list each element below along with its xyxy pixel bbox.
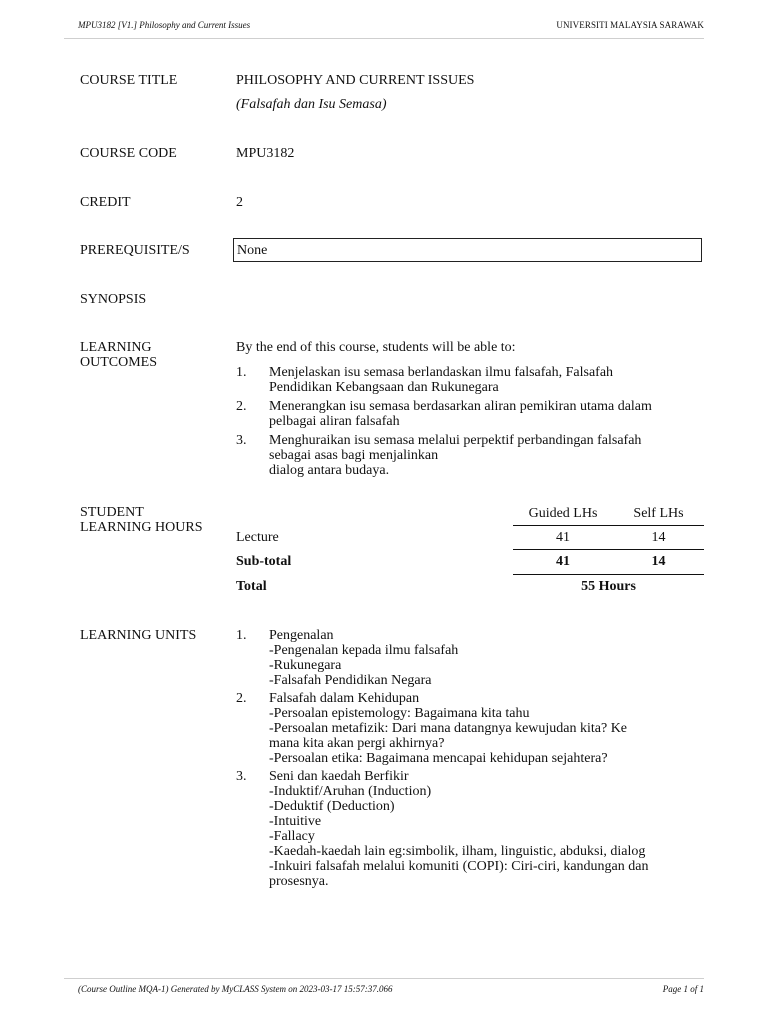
- list-item-number: 1.: [236, 628, 247, 643]
- student-learning-hours-label-line2: LEARNING HOURS: [80, 520, 203, 535]
- page-header-university: UNIVERSITI MALAYSIA SARAWAK: [556, 20, 704, 30]
- learning-outcomes-intro: By the end of this course, students will be able to:: [236, 340, 516, 355]
- list-item-line: -Kaedah-kaedah lain eg:simbolik, ilham, linguistic, abduksi, dialog: [269, 844, 646, 859]
- total-label: Total: [236, 579, 267, 594]
- student-learning-hours-label-line1: STUDENT: [80, 505, 144, 520]
- table-divider: [513, 574, 704, 575]
- course-title-value: PHILOSOPHY AND CURRENT ISSUES: [236, 73, 475, 88]
- column-header-self: Self LHs: [633, 506, 684, 521]
- list-item: [236, 399, 706, 429]
- credit-value: 2: [236, 195, 243, 210]
- column-header-guided: Guided LHs: [528, 506, 598, 521]
- learning-units-list: [236, 628, 706, 889]
- footer-divider: [64, 978, 704, 979]
- list-item-line: dialog antara budaya.: [269, 463, 390, 478]
- list-item-line: Menjelaskan isu semasa berlandaskan ilmu falsafah, Falsafah: [269, 365, 614, 380]
- course-title-subtitle: (Falsafah dan Isu Semasa): [236, 97, 387, 112]
- list-item-line: -Fallacy: [269, 829, 315, 844]
- learning-units-label: LEARNING UNITS: [80, 628, 197, 643]
- list-item-number: 1.: [236, 365, 247, 380]
- list-item-number: 3.: [236, 433, 247, 448]
- lecture-label: Lecture: [236, 530, 279, 545]
- list-item-line: Pendidikan Kebangsaan dan Rukunegara: [269, 380, 499, 395]
- list-item-line: Menghuraikan isu semasa melalui perpektif perbandingan falsafah: [269, 433, 642, 448]
- list-item-line: -Deduktif (Deduction): [269, 799, 395, 814]
- list-item: [236, 628, 706, 688]
- learning-outcomes-list: [236, 365, 706, 478]
- prerequisite-label: PREREQUISITE/S: [80, 243, 190, 258]
- list-item-line: Menerangkan isu semasa berdasarkan aliran pemikiran utama dalam: [269, 399, 652, 414]
- list-item-number: 2.: [236, 399, 247, 414]
- list-item-line: -Induktif/Aruhan (Induction): [269, 784, 432, 799]
- subtotal-label: Sub-total: [236, 554, 292, 569]
- subtotal-self-value: 14: [651, 554, 666, 569]
- table-divider: [513, 525, 704, 526]
- list-item-line: prosesnya.: [269, 874, 329, 889]
- list-item: [236, 365, 706, 395]
- list-item: [236, 769, 706, 889]
- subtotal-guided-value: 41: [556, 554, 570, 569]
- table-row: [236, 579, 704, 599]
- list-item-line: -Persoalan etika: Bagaimana mencapai kehidupan sejahtera?: [269, 751, 608, 766]
- list-item-line: -Inkuiri falsafah melalui komuniti (COPI): Ciri-ciri, kandungan dan: [269, 859, 649, 874]
- table-header-row: [236, 506, 704, 526]
- table-divider: [513, 549, 704, 550]
- list-item: [236, 433, 706, 478]
- table-row: [236, 530, 704, 550]
- lecture-self-value: 14: [651, 530, 666, 545]
- list-item-line: sebagai asas bagi menjalinkan: [269, 448, 439, 463]
- list-item-line: -Rukunegara: [269, 658, 342, 673]
- list-item-line: -Intuitive: [269, 814, 322, 829]
- list-item-line: -Pengenalan kepada ilmu falsafah: [269, 643, 459, 658]
- list-item-line: Seni dan kaedah Berfikir: [269, 769, 409, 784]
- list-item: [236, 691, 706, 766]
- list-item-line: pelbagai aliran falsafah: [269, 414, 400, 429]
- learning-outcomes-label-line1: LEARNING: [80, 340, 152, 355]
- list-item-line: Pengenalan: [269, 628, 334, 643]
- list-item-number: 3.: [236, 769, 247, 784]
- course-code-label: COURSE CODE: [80, 146, 177, 161]
- page-header-course: MPU3182 [V1.] Philosophy and Current Issues: [78, 20, 251, 30]
- table-row: [236, 554, 704, 574]
- course-code-value: MPU3182: [236, 146, 295, 161]
- list-item-line: mana kita akan pergi akhirnya?: [269, 736, 445, 751]
- prerequisite-box: [233, 238, 702, 262]
- page-number: Page 1 of 1: [662, 984, 704, 994]
- course-title-label: COURSE TITLE: [80, 73, 178, 88]
- list-item-line: Falsafah dalam Kehidupan: [269, 691, 420, 706]
- credit-label: CREDIT: [80, 195, 131, 210]
- prerequisite-value: None: [237, 243, 268, 258]
- lecture-guided-value: 41: [556, 530, 570, 545]
- footer-generated-info: (Course Outline MQA-1) Generated by MyCLASS System on 2023-03-17 15:57:37.066: [78, 984, 393, 994]
- list-item-line: -Falsafah Pendidikan Negara: [269, 673, 432, 688]
- list-item-line: -Persoalan metafizik: Dari mana datangnya kewujudan kita? Ke: [269, 721, 628, 736]
- list-item-number: 2.: [236, 691, 247, 706]
- total-value: 55 Hours: [581, 579, 636, 594]
- learning-outcomes-label-line2: OUTCOMES: [80, 355, 158, 370]
- list-item-line: -Persoalan epistemology: Bagaimana kita tahu: [269, 706, 530, 721]
- synopsis-label: SYNOPSIS: [80, 292, 147, 307]
- header-divider: [64, 38, 704, 39]
